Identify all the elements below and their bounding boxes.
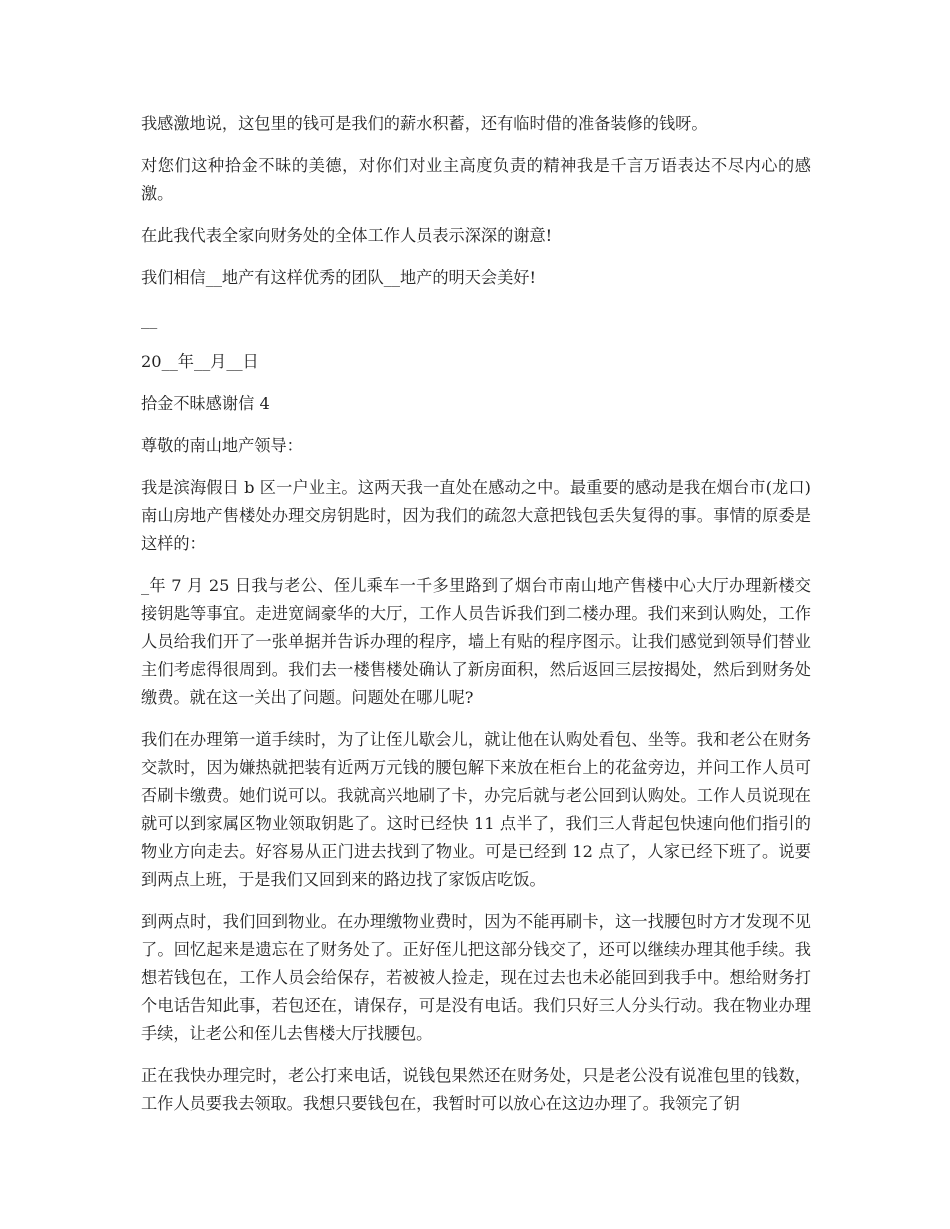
paragraph-discovery: 到两点时，我们回到物业。在办理缴物业费时，因为不能再刷卡，这一找腰包时方才发现不见了。回忆起来是遗忘在了财务处了。正好侄儿把这部分钱交了，还可以继续办理其他手续。我想若钱包在，工作人员会给保存，若被被人捡走，现在过去也未必能回到我手中。想给财务打个电话告知此事，若包还在，请保存，可是没有电话。我们只好三人分头行动。我在物业办理手续，让老公和侄儿去售楼大厅找腰包。 bbox=[141, 912, 811, 1043]
paragraph-future-wish: 我们相信__地产有这样优秀的团队__地产的明天会美好! bbox=[141, 268, 537, 287]
paragraph-gratitude-money: 我感激地说，这包里的钱可是我们的薪水积蓄，还有临时借的准备装修的钱呀。 bbox=[141, 114, 708, 133]
paragraph-lost-bag: 我们在办理第一道手续时，为了让侄儿歇会儿，就让他在认购处看包、坐等。我和老公在财务交款时，因为嫌热就把装有近两万元钱的腰包解下来放在柜台上的花盆旁边，并问工作人员可否刷卡缴费。她们说可以。我就高兴地刷了卡，办完后就与老公回到认购处。工作人员说现在就可以到家属区物业领取钥匙了。这时已经快 11 点半了，我们三人背起包快速向他们指引的物业方向走去。好容易从正门进去找到了物业。可是已经到 12 点了，人家已经下班了。说要到两点上班，于是我们又回到来的路边找了家饭店吃饭。 bbox=[141, 730, 811, 889]
document-body bbox=[141, 110, 811, 1132]
paragraph-found: 正在我快办理完时，老公打来电话，说钱包果然还在财务处，只是老公没有说准包里的钱数，工作人员要我去领取。我想只要钱包在，我暂时可以放心在这边办理了。我领完了钥 bbox=[141, 1066, 811, 1113]
paragraph-intro: 我是滨海假日 b 区一户业主。这两天我一直处在感动之中。最重要的感动是我在烟台市(龙口)南山房地产售楼处办理交房钥匙时，因为我们的疏忽大意把钱包丢失复得的事。事情的原委是这样的： bbox=[141, 478, 811, 553]
letter-title: 拾金不昧感谢信 4 bbox=[141, 394, 270, 413]
signature-blank: __ bbox=[141, 310, 158, 329]
paragraph-thanks-finance: 在此我代表全家向财务处的全体工作人员表示深深的谢意! bbox=[141, 226, 553, 245]
paragraph-visit: _年 7 月 25 日我与老公、侄儿乘车一千多里路到了烟台市南山地产售楼中心大厅办理新楼交接钥匙等事宜。走进宽阔豪华的大厅，工作人员告诉我们到二楼办理。我们来到认购处，工作人员给我们开了一张单据并告诉办理的程序，墙上有贴的程序图示。让我们感觉到领导们替业主们考虑得很周到。我们去一楼售楼处确认了新房面积，然后返回三层按揭处，然后到财务处缴费。就在这一关出了问题。问题处在哪儿呢? bbox=[141, 576, 811, 707]
date-line: 20__年__月__日 bbox=[141, 352, 259, 371]
letter-salutation: 尊敬的南山地产领导： bbox=[141, 436, 303, 455]
paragraph-praise-virtue: 对您们这种拾金不昧的美德，对你们对业主高度负责的精神我是千言万语表达不尽内心的感激。 bbox=[141, 156, 811, 203]
